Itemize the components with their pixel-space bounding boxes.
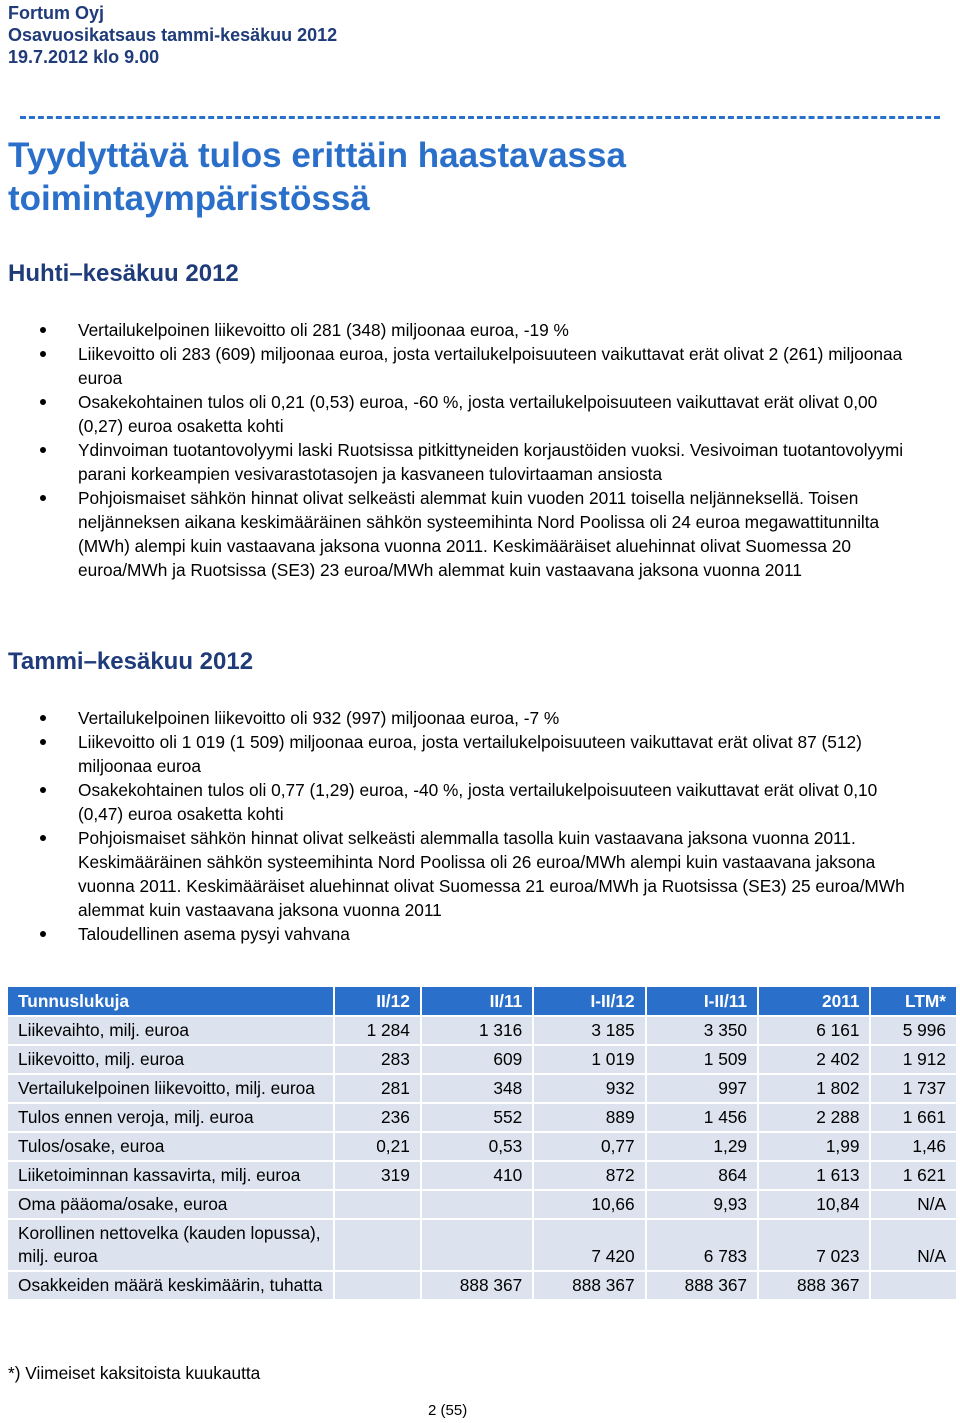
row-label: Osakkeiden määrä keskimäärin, tuhatta — [8, 1271, 334, 1299]
company-name: Fortum Oyj — [8, 3, 105, 23]
table-cell: 888 367 — [421, 1271, 533, 1299]
bullet-text: Pohjoismaiset sähkön hinnat olivat selkeästi alemmalla tasolla kuin vastaavana jaksona vuonna 2011. Keskimääräinen sähkön systeemihinta Nord Poolissa oli 26 euroa/MWh alempi kuin vastaavana jaksona vuonna 2011. Keskimääräiset aluehinnat olivat Suomessa 21 euroa/MWh ja Ruotsissa (SE3) 25 euroa/MWh alemmat kuin vastaavana jaksona vuonna 2011 — [78, 828, 905, 920]
table-cell: 552 — [421, 1103, 533, 1132]
table-cell: 9,93 — [646, 1190, 758, 1219]
footnote: *) Viimeiset kaksitoista kuukautta — [8, 1363, 261, 1383]
table-cell: 7 420 — [533, 1219, 645, 1271]
table-row — [8, 1190, 956, 1219]
table-cell: 348 — [421, 1074, 533, 1103]
headline-line-1: Tyydyttävä tulos erittäin haastavassa — [8, 136, 626, 175]
table-row — [8, 1132, 956, 1161]
document-header — [8, 2, 337, 68]
table-row — [8, 1045, 956, 1074]
table-header-cell: I-II/11 — [646, 987, 758, 1016]
table-cell: 1 019 — [533, 1045, 645, 1074]
section-heading-q2: Huhti–kesäkuu 2012 — [8, 260, 239, 287]
table-cell: 10,66 — [533, 1190, 645, 1219]
table-cell: 1,29 — [646, 1132, 758, 1161]
table-row — [8, 1016, 956, 1045]
row-label: Oma pääoma/osake, euroa — [8, 1190, 334, 1219]
table-header-cell: I-II/12 — [533, 987, 645, 1016]
bullet-list-h1 — [0, 706, 960, 946]
table-cell: 1 613 — [758, 1161, 870, 1190]
table-row — [8, 1074, 956, 1103]
bullet-icon — [40, 447, 46, 453]
table-header-cell: II/11 — [421, 987, 533, 1016]
bullet-icon — [40, 787, 46, 793]
table-cell: 872 — [533, 1161, 645, 1190]
bullet-icon — [40, 835, 46, 841]
bullet-list-q2 — [0, 318, 960, 582]
table-header-cell: LTM* — [870, 987, 956, 1016]
bullet-item — [0, 730, 960, 778]
row-label: Liiketoiminnan kassavirta, milj. euroa — [8, 1161, 334, 1190]
table-cell: 1 802 — [758, 1074, 870, 1103]
bullet-text: Pohjoismaiset sähkön hinnat olivat selkeästi alemmat kuin vuoden 2011 toisella neljänneksellä. Toisen neljänneksen aikana keskimääräinen sähkön systeemihinta Nord Poolissa oli 24 euroa megawattitunnilta (MWh) alempi kuin vastaavana jaksona vuonna 2011. Keskimääräiset aluehinnat olivat Suomessa 20 euroa/MWh ja Ruotsissa (SE3) 23 euroa/MWh alemmat kuin vastaavana jaksona vuonna 2011 — [78, 488, 880, 580]
table-cell — [334, 1190, 421, 1219]
row-label: Vertailukelpoinen liikevoitto, milj. euroa — [8, 1074, 334, 1103]
table-cell — [870, 1271, 956, 1299]
table-cell: 2 288 — [758, 1103, 870, 1132]
table-row — [8, 1219, 956, 1271]
dashed-divider — [20, 116, 940, 119]
bullet-item — [0, 438, 960, 486]
table-row — [8, 1103, 956, 1132]
bullet-text: Vertailukelpoinen liikevoitto oli 932 (997) miljoonaa euroa, -7 % — [78, 708, 560, 728]
table-cell — [334, 1219, 421, 1271]
table-cell: 236 — [334, 1103, 421, 1132]
row-label: Liikevoitto, milj. euroa — [8, 1045, 334, 1074]
table-cell: 1,46 — [870, 1132, 956, 1161]
table-header-cell: Tunnuslukuja — [8, 987, 334, 1016]
section-heading-h1: Tammi–kesäkuu 2012 — [8, 648, 254, 675]
table-cell: 1 284 — [334, 1016, 421, 1045]
table-cell: 2 402 — [758, 1045, 870, 1074]
table-cell: 997 — [646, 1074, 758, 1103]
table-cell: 3 185 — [533, 1016, 645, 1045]
table-cell: 888 367 — [646, 1271, 758, 1299]
table-cell: 0,21 — [334, 1132, 421, 1161]
table-body — [8, 1016, 956, 1299]
table-cell: 889 — [533, 1103, 645, 1132]
table-cell: 281 — [334, 1074, 421, 1103]
table-cell: 7 023 — [758, 1219, 870, 1271]
table-cell: N/A — [870, 1219, 956, 1271]
table-cell: 410 — [421, 1161, 533, 1190]
bullet-item — [0, 778, 960, 826]
table-cell: 10,84 — [758, 1190, 870, 1219]
bullet-item — [0, 342, 960, 390]
row-label: Tulos ennen veroja, milj. euroa — [8, 1103, 334, 1132]
bullet-icon — [40, 327, 46, 333]
table-cell: 6 783 — [646, 1219, 758, 1271]
bullet-text: Osakekohtainen tulos oli 0,21 (0,53) euroa, -60 %, josta vertailukelpoisuuteen vaikuttavat erät olivat 0,00 (0,27) euroa osaketta kohti — [78, 392, 878, 436]
table-cell: 1 621 — [870, 1161, 956, 1190]
table-cell — [421, 1190, 533, 1219]
bullet-icon — [40, 351, 46, 357]
table-cell — [421, 1219, 533, 1271]
table-cell: 1 737 — [870, 1074, 956, 1103]
table-cell: 283 — [334, 1045, 421, 1074]
bullet-text: Liikevoitto oli 283 (609) miljoonaa euroa, josta vertailukelpoisuuteen vaikuttavat erät olivat 2 (261) miljoonaa euroa — [78, 344, 903, 388]
table-cell: 5 996 — [870, 1016, 956, 1045]
table-cell: N/A — [870, 1190, 956, 1219]
bullet-text: Vertailukelpoinen liikevoitto oli 281 (348) miljoonaa euroa, -19 % — [78, 320, 569, 340]
report-title: Osavuosikatsaus tammi-kesäkuu 2012 — [8, 25, 338, 45]
table-cell — [334, 1271, 421, 1299]
bullet-text: Ydinvoiman tuotantovolyymi laski Ruotsissa pitkittyneiden korjaustöiden vuoksi. Vesivoiman tuotantovolyymi parani korkeampien vesivarastotasojen ja kasvaneen tulovirtaaman ansiosta — [78, 440, 904, 484]
table-cell: 1 456 — [646, 1103, 758, 1132]
table-cell: 864 — [646, 1161, 758, 1190]
table-cell: 1,99 — [758, 1132, 870, 1161]
bullet-icon — [40, 495, 46, 501]
page-number: 2 (55) — [428, 1402, 468, 1419]
table-cell: 0,53 — [421, 1132, 533, 1161]
table-header-cell: II/12 — [334, 987, 421, 1016]
bullet-item — [0, 826, 960, 922]
table-cell: 1 912 — [870, 1045, 956, 1074]
bullet-icon — [40, 399, 46, 405]
table-row — [8, 1161, 956, 1190]
table-cell: 6 161 — [758, 1016, 870, 1045]
table-header-cell: 2011 — [758, 987, 870, 1016]
table-cell: 888 367 — [533, 1271, 645, 1299]
table-cell: 1 661 — [870, 1103, 956, 1132]
table-cell: 0,77 — [533, 1132, 645, 1161]
table-cell: 932 — [533, 1074, 645, 1103]
bullet-icon — [40, 739, 46, 745]
bullet-item — [0, 390, 960, 438]
table-cell: 609 — [421, 1045, 533, 1074]
table-cell: 3 350 — [646, 1016, 758, 1045]
row-label: Liikevaihto, milj. euroa — [8, 1016, 334, 1045]
headline — [8, 134, 626, 220]
table-header-row — [8, 987, 956, 1016]
bullet-item — [0, 922, 960, 946]
table-row — [8, 1271, 956, 1299]
bullet-text: Taloudellinen asema pysyi vahvana — [78, 924, 350, 944]
bullet-text: Liikevoitto oli 1 019 (1 509) miljoonaa euroa, josta vertailukelpoisuuteen vaikuttavat erät olivat 87 (512) miljoonaa euroa — [78, 732, 862, 776]
table-cell: 1 316 — [421, 1016, 533, 1045]
headline-line-2: toimintaympäristössä — [8, 179, 370, 218]
table-cell: 319 — [334, 1161, 421, 1190]
bullet-icon — [40, 931, 46, 937]
row-label: Korollinen nettovelka (kauden lopussa), milj. euroa — [8, 1219, 334, 1271]
table-cell: 888 367 — [758, 1271, 870, 1299]
bullet-icon — [40, 715, 46, 721]
bullet-item — [0, 486, 960, 582]
bullet-item — [0, 706, 960, 730]
row-label: Tulos/osake, euroa — [8, 1132, 334, 1161]
bullet-item — [0, 318, 960, 342]
bullet-text: Osakekohtainen tulos oli 0,77 (1,29) euroa, -40 %, josta vertailukelpoisuuteen vaikuttavat erät olivat 0,10 (0,47) euroa osaketta kohti — [78, 780, 878, 824]
release-date: 19.7.2012 klo 9.00 — [8, 47, 160, 67]
table-cell: 1 509 — [646, 1045, 758, 1074]
key-figures-table — [8, 987, 956, 1299]
